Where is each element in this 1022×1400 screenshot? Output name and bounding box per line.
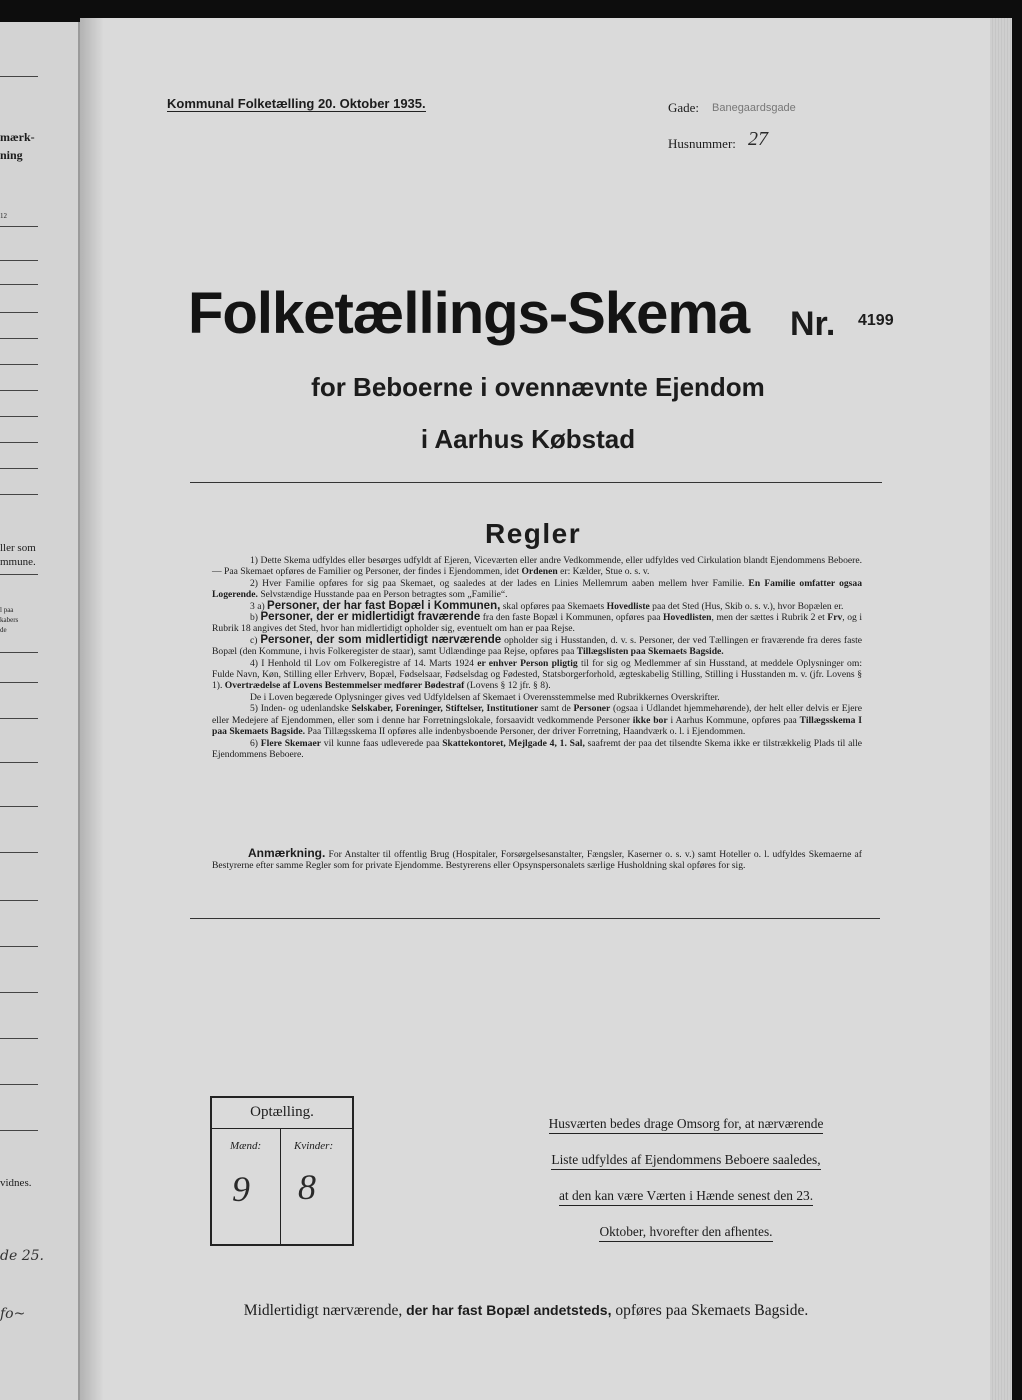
fragment-text: ning xyxy=(0,148,23,162)
notice-line: Liste udfyldes af Ejendommens Beboere saaledes, xyxy=(551,1151,820,1170)
rule xyxy=(0,1084,38,1085)
fragment-text: l paa xyxy=(0,606,14,614)
rule-bold: Ordenen xyxy=(521,566,558,578)
rule-bold: En Familie omfatter ogsaa Logerende. xyxy=(212,577,862,601)
note-paragraph xyxy=(212,848,862,872)
landlord-notice xyxy=(514,1106,858,1250)
rule-text: paa det Sted (Hus, Skib o. s. v.), hvor Bopælen er. xyxy=(649,600,844,612)
note-text: For Anstalter til offentlig Brug (Hospitaler, Forsørgelsesanstalter, Fængsler, Kaserner o. s. v.) samt Hoteller o. l. udfyldes Skemaerne af Bestyrerne efter samme Regler som for private Ejendomme. Bestyrerens eller Opsynspersonalets særlige Husholdning skal opføres for sig. xyxy=(212,849,862,872)
house-number-label: Husnummer: xyxy=(668,136,736,151)
divider xyxy=(190,918,880,919)
men-label: Mænd: xyxy=(230,1140,262,1152)
rule-text: 2) Hver Familie opføres for sig paa Skemaet, og saaledes at der lades en Linies Mellemrum aaben mellem hver Familie. xyxy=(250,577,749,589)
rule xyxy=(0,260,38,261)
rule-bold: Flere Skemaer xyxy=(260,737,321,749)
fragment-text: ller som xyxy=(0,542,36,554)
notice-line: Husværten bedes drage Omsorg for, at nærværende xyxy=(549,1115,824,1134)
census-header: Kommunal Folketælling 20. Oktober 1935. xyxy=(167,96,426,111)
rule-bold: Hovedliste xyxy=(606,600,650,612)
rule-bold: Frv xyxy=(827,612,843,624)
fragment-text: 12 xyxy=(0,212,7,220)
form-number-value: 4199 xyxy=(858,312,894,329)
women-count: 8 xyxy=(298,1167,316,1207)
footer-instruction xyxy=(190,1302,862,1320)
rule xyxy=(0,946,38,947)
rule-3b xyxy=(212,612,862,635)
rule-highlight: Personer, der som midlertidigt nærværende xyxy=(260,633,502,646)
rule-highlight: Personer, der har fast Bopæl i Kommunen, xyxy=(267,599,501,612)
form-title: Folketællings-Skema xyxy=(188,281,750,346)
rule-bold: Selskaber, Foreninger, Stiftelser, Institutioner xyxy=(351,703,539,715)
note-section xyxy=(212,848,862,872)
rule-text: opholder sig i Husstanden, d. v. s. Personer, der ved Tællingen er fraværende fra deres faste Bopæl (den Kommune, i hvis Folkeregister de staar), samt Udlændinge paa Rejse, opføres paa xyxy=(212,634,863,658)
rule-bold: Tillægslisten paa Skemaets Bagside. xyxy=(576,646,724,658)
footer-bold: der har fast Bopæl andetsteds, xyxy=(406,1302,612,1318)
form-subtitle: for Beboerne i ovennævnte Ejendom xyxy=(311,372,765,402)
rule-bold: ikke bor xyxy=(632,714,668,726)
note-label: Anmærkning. xyxy=(248,846,326,860)
rule xyxy=(0,284,38,285)
rule xyxy=(0,682,38,683)
rule-text: Selvstændige Husstande paa en Person betragtes som „Familie“. xyxy=(257,589,508,601)
rule-3c xyxy=(212,635,862,658)
rule-text: 6) xyxy=(250,737,261,749)
rule-2 xyxy=(212,578,862,601)
footer-text: Midlertidigt nærværende, xyxy=(243,1302,407,1319)
divider xyxy=(190,482,882,483)
rule-4-note: De i Loven begærede Oplysninger gives ved Udfyldelsen af Skemaet i Overensstemmelse med Rubrikkernes Overskrifter. xyxy=(250,691,720,703)
rule xyxy=(0,338,38,339)
rule-1 xyxy=(212,555,862,578)
rule-bold: Hovedlisten xyxy=(663,612,712,624)
rule-5 xyxy=(212,703,862,737)
rule-text: 3 a) xyxy=(250,600,268,612)
rule xyxy=(0,806,38,807)
rule xyxy=(0,364,38,365)
house-number-value: 27 xyxy=(748,128,768,150)
rule xyxy=(0,416,38,417)
rule-text: 1) Dette Skema udfyldes eller besørges udfyldt af Ejeren, Viceværten eller andre Vedkommende, eller udfyldes ved Cirkulation blandt Ejendommens Beboere. — Paa Skemaet opføres de Familier og Personer, der findes i Ejendommen, idet xyxy=(212,555,862,578)
handwritten-fragment: fo~ xyxy=(0,1306,26,1322)
form-location: i Aarhus Købstad xyxy=(420,424,636,454)
footer-text: opføres paa Skemaets Bagside. xyxy=(611,1302,809,1319)
rule xyxy=(0,900,38,901)
rules-section xyxy=(212,555,862,760)
street-label: Gade: xyxy=(668,100,700,115)
rule-text: c) xyxy=(250,634,261,646)
rule-text: (ogsaa i Udlandet hjemmehørende), der helt eller delvis er Ejere eller Medejere af Ejendommen, eller som i denne har Forretningslokale, forsaavidt vedkommende Personer xyxy=(212,703,862,726)
rule xyxy=(0,494,38,495)
rule xyxy=(0,718,38,719)
rule-bold: Personer xyxy=(573,703,611,715)
rule-highlight: Personer, der er midlertidigt fraværende xyxy=(260,611,481,624)
rule-bold: er enhver Person pligtig xyxy=(477,657,578,669)
rule-text: 4) I Henhold til Lov om Folkeregistre af 14. Marts 1924 xyxy=(250,657,478,669)
fragment-text: de xyxy=(0,626,7,634)
rule-bold: Skattekontoret, Mejlgade 4, 1. Sal, xyxy=(442,737,585,749)
rule-bold: Overtrædelse af Lovens Bestemmelser medfører Bødestraf xyxy=(224,680,465,692)
rule xyxy=(0,468,38,469)
rule xyxy=(0,1130,38,1131)
rule-text: skal opføres paa Skemaets xyxy=(500,600,607,612)
rule-4 xyxy=(212,658,862,692)
rule xyxy=(0,852,38,853)
tally-divider xyxy=(212,1128,352,1129)
rule-text: vil kunne faas udleverede paa xyxy=(320,737,443,749)
fragment-text: mmune. xyxy=(0,556,36,568)
binding-shadow xyxy=(80,18,104,1400)
form-number-label: Nr. xyxy=(790,305,836,343)
tally-box xyxy=(210,1096,354,1246)
rule xyxy=(0,76,38,77)
rule xyxy=(0,652,38,653)
rule-bold: Tillægsskema I paa Skemaets Bagside. xyxy=(212,714,862,738)
rule xyxy=(0,574,38,575)
fragment-text: vidnes. xyxy=(0,1177,32,1189)
notice-line: Oktober, hvorefter den afhentes. xyxy=(599,1223,772,1242)
tally-title: Optælling. xyxy=(250,1104,314,1120)
rule-text: , men der sættes i Rubrik 2 et xyxy=(711,612,828,624)
rule xyxy=(0,226,38,227)
rule-text: til for sig og Medlemmer af sin Husstand, at meddele Oplysninger om: Fulde Navn, Køn, Stilling eller Erhverv, Bopæl, Fødselsaar, Fødselsdag og Fødested, Statsborgerforhold, ægteskabelig Stilling, Stilling i Husstanden m. v. (jfr. Lovens § 1). xyxy=(212,657,862,692)
rule xyxy=(0,992,38,993)
street-value: Banegaardsgade xyxy=(712,102,796,114)
rules-heading: Regler xyxy=(485,518,582,549)
facing-page xyxy=(0,22,80,1400)
rule-text: i Aarhus Kommune, opføres paa xyxy=(667,714,800,726)
rule-text: , og i Rubrik 18 angives det Sted, hvor han midlertidigt opholder sig, eventuelt om han er paa Rejse. xyxy=(212,612,862,635)
rule-text: (Lovens § 12 jfr. § 8). xyxy=(464,680,551,692)
fragment-text: kabers xyxy=(0,616,19,624)
rule xyxy=(0,762,38,763)
handwritten-fragment: de 25. xyxy=(0,1248,44,1264)
men-count: 9 xyxy=(232,1169,250,1209)
fragment-text: mærk- xyxy=(0,130,35,144)
women-label: Kvinder: xyxy=(294,1140,334,1152)
rule-text: samt de xyxy=(538,703,574,715)
rule xyxy=(0,312,38,313)
tally-divider xyxy=(280,1128,281,1244)
notice-line: at den kan være Værten i Hænde senest den 23. xyxy=(559,1187,813,1206)
rule-text: b) xyxy=(250,612,261,624)
rule-text: fra den faste Bopæl i Kommunen, opføres paa xyxy=(480,612,664,624)
page-edge xyxy=(990,18,1012,1400)
rule-text: er: Kælder, Stue o. s. v. xyxy=(557,566,650,578)
rule-text: 5) Inden- og udenlandske xyxy=(250,703,352,715)
rule-6 xyxy=(212,738,862,761)
rule xyxy=(0,1038,38,1039)
rule-text: saafremt der paa det tilsendte Skema ikke er tilstrækkelig Plads til alle Ejendommens Beboere. xyxy=(212,737,862,760)
rule-text: Paa Tillægsskema II opføres alle indenbysboende Personer, der driver Forretning, Haandværk o. l. i Ejendommen. xyxy=(305,726,746,738)
